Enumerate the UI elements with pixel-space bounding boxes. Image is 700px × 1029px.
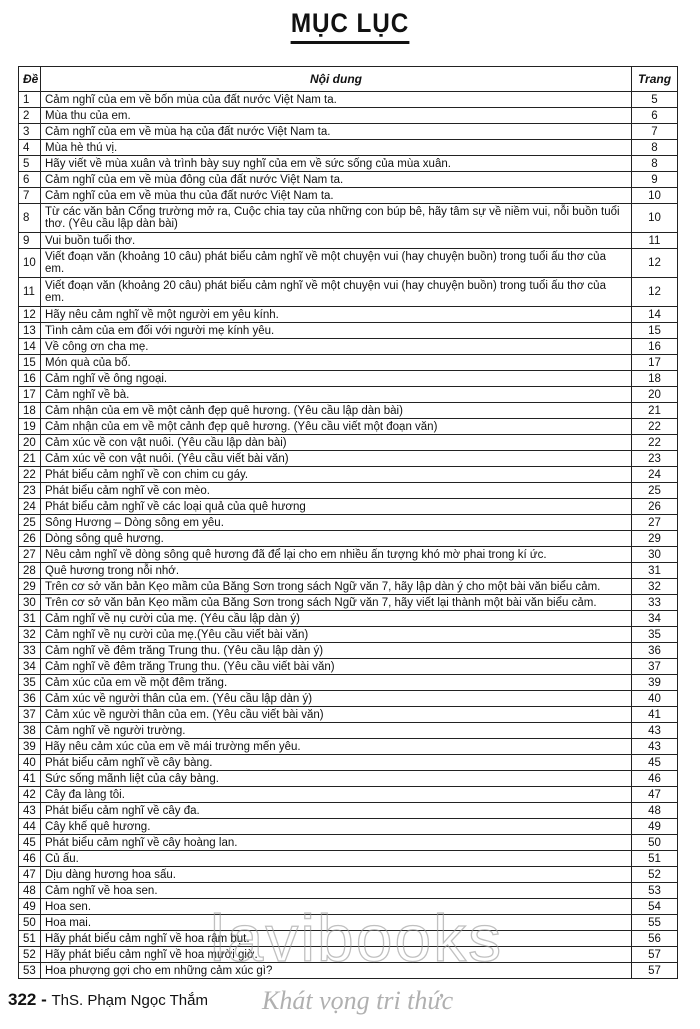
toc-row-page: 46 (632, 771, 678, 787)
toc-row-page: 12 (632, 249, 678, 278)
toc-row-content: Phát biểu cảm nghĩ về các loại quả của quê hương (41, 499, 632, 515)
toc-row-content: Sức sống mãnh liệt của cây bàng. (41, 771, 632, 787)
toc-row (19, 707, 678, 723)
toc-row (19, 803, 678, 819)
toc-row-page: 30 (632, 547, 678, 563)
toc-row-number: 4 (19, 140, 41, 156)
toc-row-number: 14 (19, 339, 41, 355)
toc-row-number: 30 (19, 595, 41, 611)
toc-row-page: 6 (632, 108, 678, 124)
toc-row-page: 7 (632, 124, 678, 140)
toc-row-page: 51 (632, 851, 678, 867)
toc-row-content: Cảm xúc về người thân của em. (Yêu cầu viết bài văn) (41, 707, 632, 723)
toc-row (19, 627, 678, 643)
toc-row-page: 37 (632, 659, 678, 675)
toc-row-number: 50 (19, 915, 41, 931)
toc-row (19, 124, 678, 140)
toc-row (19, 387, 678, 403)
toc-row-number: 36 (19, 691, 41, 707)
toc-row-page: 52 (632, 867, 678, 883)
toc-row-page: 23 (632, 451, 678, 467)
toc-row-number: 21 (19, 451, 41, 467)
toc-row (19, 435, 678, 451)
footer-author: ThS. Phạm Ngọc Thắm (51, 992, 208, 1009)
toc-row-content: Củ ấu. (41, 851, 632, 867)
toc-row-content: Hoa phượng gợi cho em những cảm xúc gì? (41, 963, 632, 979)
toc-row-number: 46 (19, 851, 41, 867)
toc-row-page: 12 (632, 278, 678, 307)
toc-row-content: Cảm nghĩ của em về bốn mùa của đất nước Việt Nam ta. (41, 92, 632, 108)
toc-row-page: 56 (632, 931, 678, 947)
toc-row-number: 34 (19, 659, 41, 675)
toc-row (19, 323, 678, 339)
toc-row-content: Cây khế quê hương. (41, 819, 632, 835)
toc-row (19, 451, 678, 467)
toc-row-content: Phát biểu cảm nghĩ về cây đa. (41, 803, 632, 819)
toc-row-number: 7 (19, 188, 41, 204)
toc-row-page: 48 (632, 803, 678, 819)
toc-row (19, 278, 678, 307)
toc-row-page: 25 (632, 483, 678, 499)
toc-row-page: 9 (632, 172, 678, 188)
toc-row-number: 37 (19, 707, 41, 723)
toc-row-content: Hãy viết về mùa xuân và trình bày suy nghĩ của em về sức sống của mùa xuân. (41, 156, 632, 172)
toc-row-number: 40 (19, 755, 41, 771)
toc-row (19, 307, 678, 323)
header-num: Đề (19, 67, 41, 92)
toc-row (19, 156, 678, 172)
toc-row-number: 27 (19, 547, 41, 563)
toc-row-number: 29 (19, 579, 41, 595)
toc-row (19, 140, 678, 156)
toc-row-number: 12 (19, 307, 41, 323)
toc-row (19, 739, 678, 755)
header-page: Trang (632, 67, 678, 92)
toc-row-content: Hoa sen. (41, 899, 632, 915)
toc-row-content: Hãy nêu cảm nghĩ về một người em yêu kính. (41, 307, 632, 323)
toc-row-content: Trên cơ sở văn bản Kẹo mầm của Băng Sơn trong sách Ngữ văn 7, hãy viết lại thành một bài văn biểu cảm. (41, 595, 632, 611)
toc-row-page: 32 (632, 579, 678, 595)
toc-row (19, 819, 678, 835)
toc-body (19, 92, 678, 979)
toc-header-row (19, 67, 678, 92)
toc-row (19, 531, 678, 547)
toc-row (19, 691, 678, 707)
footer: 322 - ThS. Phạm Ngọc Thắm (8, 990, 208, 1009)
toc-row-number: 33 (19, 643, 41, 659)
toc-row-content: Tình cảm của em đối với người mẹ kính yêu. (41, 323, 632, 339)
toc-row-page: 41 (632, 707, 678, 723)
toc-row-number: 38 (19, 723, 41, 739)
toc-row-page: 5 (632, 92, 678, 108)
toc-row-page: 54 (632, 899, 678, 915)
toc-row-page: 31 (632, 563, 678, 579)
toc-row-number: 42 (19, 787, 41, 803)
toc-row-number: 28 (19, 563, 41, 579)
toc-row-number: 43 (19, 803, 41, 819)
toc-row (19, 249, 678, 278)
toc-row (19, 579, 678, 595)
toc-row-page: 57 (632, 947, 678, 963)
toc-row-page: 22 (632, 435, 678, 451)
toc-row-content: Cảm nhận của em về một cảnh đẹp quê hương. (Yêu cầu viết một đoạn văn) (41, 419, 632, 435)
toc-row-content: Cảm nghĩ về người trường. (41, 723, 632, 739)
toc-row (19, 643, 678, 659)
toc-row-content: Cảm nghĩ về nụ cười của mẹ.(Yêu cầu viết bài văn) (41, 627, 632, 643)
toc-row-content: Vui buồn tuổi thơ. (41, 233, 632, 249)
toc-row-page: 11 (632, 233, 678, 249)
toc-row-number: 32 (19, 627, 41, 643)
toc-row-page: 10 (632, 204, 678, 233)
toc-row-content: Viết đoạn văn (khoảng 10 câu) phát biểu cảm nghĩ về một chuyện vui (hay chuyện buồn) trong tuổi ấu thơ của em. (41, 249, 632, 278)
toc-row (19, 563, 678, 579)
toc-row (19, 547, 678, 563)
toc-row-content: Hãy phát biểu cảm nghĩ về hoa mười giờ. (41, 947, 632, 963)
toc-row-page: 15 (632, 323, 678, 339)
toc-row-content: Hãy phát biểu cảm nghĩ về hoa râm bụt. (41, 931, 632, 947)
toc-row-number: 24 (19, 499, 41, 515)
toc-row-content: Món quà của bố. (41, 355, 632, 371)
toc-row-content: Phát biểu cảm nghĩ về cây bàng. (41, 755, 632, 771)
toc-row-page: 50 (632, 835, 678, 851)
watermark-slogan: Khát vọng tri thức (262, 986, 454, 1015)
toc-row-content: Cảm nghĩ của em về mùa đông của đất nước Việt Nam ta. (41, 172, 632, 188)
toc-row-content: Cảm nghĩ về bà. (41, 387, 632, 403)
toc-row-number: 41 (19, 771, 41, 787)
toc-row-number: 52 (19, 947, 41, 963)
toc-row (19, 611, 678, 627)
toc-row-page: 17 (632, 355, 678, 371)
toc-row-number: 10 (19, 249, 41, 278)
toc-row-page: 45 (632, 755, 678, 771)
toc-row (19, 339, 678, 355)
toc-row-number: 26 (19, 531, 41, 547)
toc-row (19, 188, 678, 204)
toc-row-content: Viết đoạn văn (khoảng 20 câu) phát biểu cảm nghĩ về một chuyện vui (hay chuyện buồn) trong tuổi ấu thơ của em. (41, 278, 632, 307)
toc-row-page: 29 (632, 531, 678, 547)
toc-row-number: 13 (19, 323, 41, 339)
toc-row-content: Nêu cảm nghĩ về dòng sông quê hương đã để lại cho em nhiều ấn tượng khó mờ phai trong kí ức. (41, 547, 632, 563)
toc-row-number: 45 (19, 835, 41, 851)
toc-row (19, 675, 678, 691)
toc-row-page: 21 (632, 403, 678, 419)
toc-row-page: 27 (632, 515, 678, 531)
toc-row-number: 17 (19, 387, 41, 403)
toc-row-number: 25 (19, 515, 41, 531)
toc-row-page: 22 (632, 419, 678, 435)
toc-row-page: 20 (632, 387, 678, 403)
toc-row-page: 33 (632, 595, 678, 611)
toc-row-content: Cảm nghĩ của em về mùa hạ của đất nước Việt Nam ta. (41, 124, 632, 140)
toc-row-content: Mùa thu của em. (41, 108, 632, 124)
toc-row (19, 659, 678, 675)
toc-row-number: 8 (19, 204, 41, 233)
toc-row-page: 47 (632, 787, 678, 803)
toc-row-page: 18 (632, 371, 678, 387)
toc-row-number: 2 (19, 108, 41, 124)
toc-row-content: Hãy nêu cảm xúc của em về mái trường mến yêu. (41, 739, 632, 755)
toc-row-content: Phát biểu cảm nghĩ về con chim cu gáy. (41, 467, 632, 483)
toc-row (19, 771, 678, 787)
toc-row (19, 755, 678, 771)
toc-row (19, 595, 678, 611)
toc-row-number: 22 (19, 467, 41, 483)
toc-row (19, 204, 678, 233)
toc-row-page: 10 (632, 188, 678, 204)
toc-row-number: 20 (19, 435, 41, 451)
toc-row-content: Cảm xúc của em về một đêm trăng. (41, 675, 632, 691)
page-title: MỤC LỤC (35, 8, 665, 44)
toc-row-number: 49 (19, 899, 41, 915)
toc-row (19, 883, 678, 899)
toc-row-number: 3 (19, 124, 41, 140)
toc-row-page: 40 (632, 691, 678, 707)
toc-row-content: Cảm nghĩ về hoa sen. (41, 883, 632, 899)
toc-row (19, 867, 678, 883)
toc-row-content: Dịu dàng hương hoa sấu. (41, 867, 632, 883)
toc-row-number: 1 (19, 92, 41, 108)
toc-row-content: Cảm nhận của em về một cảnh đẹp quê hương. (Yêu cầu lập dàn bài) (41, 403, 632, 419)
toc-row-content: Dòng sông quê hương. (41, 531, 632, 547)
toc-row-page: 24 (632, 467, 678, 483)
toc-row-content: Sông Hương – Dòng sông em yêu. (41, 515, 632, 531)
toc-row-number: 53 (19, 963, 41, 979)
toc-row-content: Quê hương trong nỗi nhớ. (41, 563, 632, 579)
toc-row-content: Mùa hè thú vị. (41, 140, 632, 156)
toc-row-content: Cảm nghĩ về nụ cười của mẹ. (Yêu cầu lập dàn ý) (41, 611, 632, 627)
toc-row (19, 108, 678, 124)
toc-row-content: Phát biểu cảm nghĩ về con mèo. (41, 483, 632, 499)
toc-row (19, 787, 678, 803)
toc-row-page: 34 (632, 611, 678, 627)
toc-row (19, 172, 678, 188)
toc-row-content: Cảm xúc về con vật nuôi. (Yêu cầu viết bài văn) (41, 451, 632, 467)
toc-row-content: Cảm xúc về con vật nuôi. (Yêu cầu lập dàn bài) (41, 435, 632, 451)
toc-row-content: Hoa mai. (41, 915, 632, 931)
toc-row-content: Phát biểu cảm nghĩ về cây hoàng lan. (41, 835, 632, 851)
footer-page-number: 322 (8, 990, 37, 1009)
toc-row-page: 43 (632, 739, 678, 755)
toc-row-number: 11 (19, 278, 41, 307)
toc-row-content: Từ các văn bản Cổng trường mở ra, Cuộc chia tay của những con búp bê, hãy tâm sự về niềm vui, nỗi buồn tuổi thơ. (Yêu cầu lập dàn bài) (41, 204, 632, 233)
toc-row-page: 43 (632, 723, 678, 739)
toc-row-number: 35 (19, 675, 41, 691)
toc-row-content: Cảm xúc về người thân của em. (Yêu cầu lập dàn ý) (41, 691, 632, 707)
toc-row (19, 233, 678, 249)
toc-row-page: 8 (632, 140, 678, 156)
toc-row-number: 44 (19, 819, 41, 835)
toc-row-page: 36 (632, 643, 678, 659)
toc-row-number: 23 (19, 483, 41, 499)
toc-row-content: Cảm nghĩ về đêm trăng Trung thu. (Yêu cầu viết bài văn) (41, 659, 632, 675)
toc-row (19, 515, 678, 531)
header-content: Nội dung (41, 67, 632, 92)
toc-row-page: 39 (632, 675, 678, 691)
toc-row-content: Cảm nghĩ về đêm trăng Trung thu. (Yêu cầu lập dàn ý) (41, 643, 632, 659)
toc-row (19, 499, 678, 515)
toc-row-number: 16 (19, 371, 41, 387)
toc-row-number: 47 (19, 867, 41, 883)
toc-row-number: 51 (19, 931, 41, 947)
toc-row-page: 8 (632, 156, 678, 172)
toc-row-page: 14 (632, 307, 678, 323)
toc-row (19, 835, 678, 851)
toc-row-number: 19 (19, 419, 41, 435)
toc-row-page: 49 (632, 819, 678, 835)
toc-row-number: 15 (19, 355, 41, 371)
toc-row-content: Trên cơ sở văn bản Kẹo mầm của Băng Sơn trong sách Ngữ văn 7, hãy lập dàn ý cho một bài văn biểu cảm. (41, 579, 632, 595)
toc-row-number: 9 (19, 233, 41, 249)
toc-row-page: 35 (632, 627, 678, 643)
toc-row-number: 39 (19, 739, 41, 755)
toc-row (19, 419, 678, 435)
toc-row-content: Về công ơn cha mẹ. (41, 339, 632, 355)
toc-row-number: 31 (19, 611, 41, 627)
toc-row-number: 6 (19, 172, 41, 188)
toc-row (19, 467, 678, 483)
toc-row-page: 16 (632, 339, 678, 355)
toc-row-number: 48 (19, 883, 41, 899)
toc-row (19, 723, 678, 739)
toc-row-content: Cảm nghĩ về ông ngoại. (41, 371, 632, 387)
toc-row (19, 355, 678, 371)
toc-row (19, 483, 678, 499)
watermark-brand: lavibooks (210, 901, 504, 975)
toc-row-content: Cây đa làng tôi. (41, 787, 632, 803)
toc-row-page: 55 (632, 915, 678, 931)
toc-table (18, 66, 678, 979)
toc-row (19, 371, 678, 387)
toc-row-page: 26 (632, 499, 678, 515)
toc-row (19, 851, 678, 867)
toc-row-page: 57 (632, 963, 678, 979)
toc-row-number: 18 (19, 403, 41, 419)
toc-row (19, 403, 678, 419)
toc-row-number: 5 (19, 156, 41, 172)
toc-row-page: 53 (632, 883, 678, 899)
toc-row-content: Cảm nghĩ của em về mùa thu của đất nước Việt Nam ta. (41, 188, 632, 204)
toc-row (19, 92, 678, 108)
